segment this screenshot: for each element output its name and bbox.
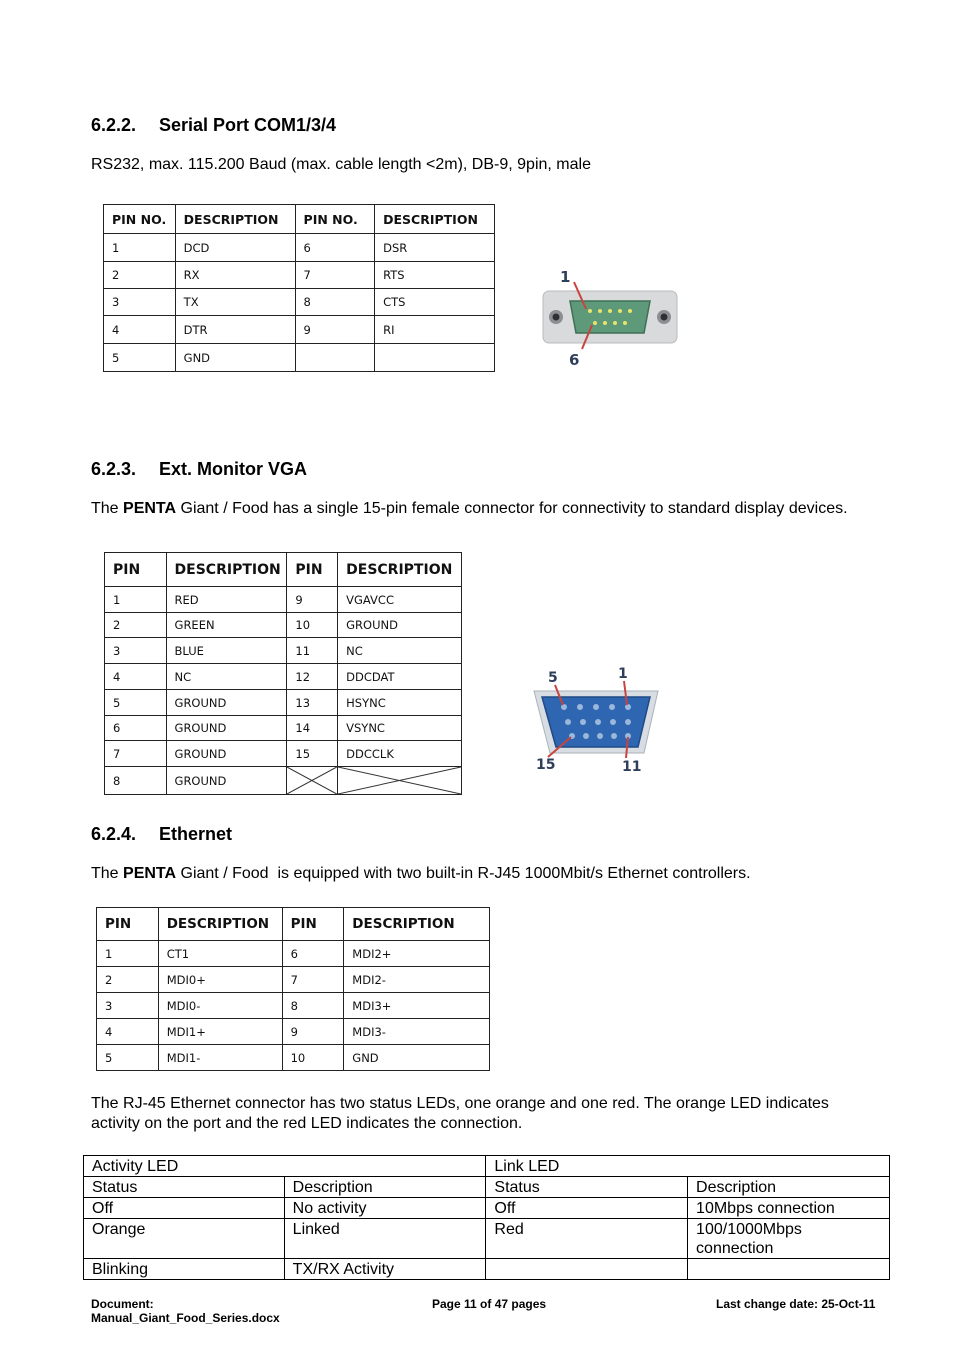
table-cell: MDI1- (158, 1045, 282, 1071)
table-cell: 7 (295, 262, 375, 289)
table-cell: NC (338, 638, 462, 664)
table-header: DESCRIPTION (338, 553, 462, 587)
footer-page-number: Page 11 of 47 pages (432, 1297, 547, 1311)
table-cell: Off (486, 1198, 688, 1219)
table-cell: GROUND (338, 613, 462, 638)
pin-label: 1 (560, 268, 571, 286)
footer-last-change: Last change date: 25-Oct-11 (716, 1297, 876, 1311)
table-row (104, 262, 495, 289)
table-cell: 6 (282, 941, 344, 967)
table-cell: HSYNC (338, 690, 462, 716)
table-cell: Red (486, 1219, 688, 1259)
serial-description: RS232, max. 115.200 Baud (max. cable length <2m), DB-9, 9pin, male (91, 156, 591, 173)
table-header: Status (84, 1177, 285, 1198)
pin-label: 6 (569, 351, 580, 369)
table-row (84, 1156, 890, 1177)
table-header: DESCRIPTION (375, 205, 495, 234)
text-run: Giant / Food is equipped with two built-in R-J45 1000Mbit/s Ethernet controllers. (176, 865, 751, 882)
footer-doc-label: Document: (91, 1297, 154, 1311)
table-cell: VSYNC (338, 716, 462, 741)
table-cell: 4 (105, 664, 167, 690)
section-number: 6.2.4. (91, 824, 137, 844)
table-cell: 5 (97, 1045, 159, 1071)
pin-label: 5 (548, 670, 558, 686)
table-cell: 6 (105, 716, 167, 741)
table-cell: 9 (287, 587, 338, 613)
table-header: PIN NO. (295, 205, 375, 234)
led-description: The RJ-45 Ethernet connector has two status LEDs, one orange and one red. The orange LED indicates activity on the port and the red LED indicates the connection. (91, 1095, 829, 1132)
table-cell: 6 (295, 234, 375, 262)
table-row (104, 316, 495, 344)
table-cell: Off (84, 1198, 285, 1219)
table-header: Link LED (486, 1156, 890, 1177)
section-title: Ext. Monitor VGA (159, 459, 307, 479)
section-number: 6.2.3. (91, 459, 137, 479)
db9-connector-icon (540, 265, 680, 370)
table-row (97, 941, 490, 967)
table-cell: 1 (105, 587, 167, 613)
table-cell: Orange (84, 1219, 285, 1259)
table-cell (688, 1259, 890, 1280)
table-row (84, 1198, 890, 1219)
vga-intro (91, 499, 881, 519)
section-title: Ethernet (159, 824, 233, 844)
table-cell: MDI0+ (158, 967, 282, 993)
vga-pin-table (104, 552, 462, 795)
table-cell: TX (175, 289, 295, 316)
table-cell: 4 (97, 1019, 159, 1045)
table-cell: BLUE (166, 638, 287, 664)
table-cell: GROUND (166, 767, 287, 795)
table-cell: 10Mbps connection (688, 1198, 890, 1219)
table-row (97, 967, 490, 993)
table-cell: 14 (287, 716, 338, 741)
brand-name: PENTA (123, 500, 177, 517)
table-cell: NC (166, 664, 287, 690)
table-cell: MDI3+ (344, 993, 490, 1019)
table-cell: 10 (282, 1045, 344, 1071)
table-row (104, 344, 495, 372)
table-cell: VGAVCC (338, 587, 462, 613)
table-row (97, 1045, 490, 1071)
table-cell: 13 (287, 690, 338, 716)
table-header: Status (486, 1177, 688, 1198)
footer-document (91, 1297, 280, 1325)
table-cell: DCD (175, 234, 295, 262)
table-cell: 5 (105, 690, 167, 716)
table-row (104, 234, 495, 262)
table-cell: GND (175, 344, 295, 372)
led-status-table (83, 1155, 890, 1280)
footer-doc-name: Manual_Giant_Food_Series.docx (91, 1311, 280, 1325)
table-cell: 100/1000Mbps connection (688, 1219, 890, 1259)
table-cell: Blinking (84, 1259, 285, 1280)
serial-pin-table (103, 204, 495, 372)
table-cell: TX/RX Activity (284, 1259, 486, 1280)
section-number: 6.2.2. (91, 115, 137, 135)
table-cell (375, 344, 495, 372)
table-cell: 10 (287, 613, 338, 638)
table-cell: 3 (105, 638, 167, 664)
table-cell: 2 (104, 262, 176, 289)
table-cell: 8 (282, 993, 344, 1019)
table-cell: CT1 (158, 941, 282, 967)
table-cell: CTS (375, 289, 495, 316)
table-cell: MDI0- (158, 993, 282, 1019)
table-cell: GREEN (166, 613, 287, 638)
table-row (105, 664, 462, 690)
table-header: Description (284, 1177, 486, 1198)
table-cell: Linked (284, 1219, 486, 1259)
section-heading-vga (91, 459, 307, 480)
table-row (84, 1177, 890, 1198)
table-header: PIN NO. (104, 205, 176, 234)
table-cell: DDCDAT (338, 664, 462, 690)
table-cell: 9 (282, 1019, 344, 1045)
section-title: Serial Port COM1/3/4 (159, 115, 337, 135)
table-row (105, 767, 462, 795)
table-row (105, 716, 462, 741)
table-row (84, 1219, 890, 1259)
crossed-cell (287, 767, 338, 795)
vga-connector-icon (528, 665, 668, 777)
table-cell: 1 (104, 234, 176, 262)
ethernet-pin-table (96, 907, 490, 1071)
table-header: DESCRIPTION (344, 908, 490, 941)
text-run: The (91, 500, 124, 517)
table-cell: 7 (282, 967, 344, 993)
table-cell: 4 (104, 316, 176, 344)
table-row (97, 1019, 490, 1045)
table-header: PIN (97, 908, 159, 941)
table-header: PIN (282, 908, 344, 941)
table-cell: 2 (97, 967, 159, 993)
table-row (105, 690, 462, 716)
table-row (104, 289, 495, 316)
table-cell: 11 (287, 638, 338, 664)
table-header: DESCRIPTION (166, 553, 287, 587)
table-cell: MDI2- (344, 967, 490, 993)
table-cell: DTR (175, 316, 295, 344)
table-cell: GROUND (166, 716, 287, 741)
section-heading-serial (91, 115, 336, 136)
table-cell: 3 (97, 993, 159, 1019)
pin-label: 1 (618, 666, 628, 682)
table-row (105, 613, 462, 638)
brand-name: PENTA (123, 865, 177, 882)
text-run: Giant / Food has a single 15-pin female connector for connectivity to standard display devices. (176, 500, 848, 517)
table-cell (486, 1259, 688, 1280)
ethernet-intro (91, 864, 751, 884)
table-cell: GND (344, 1045, 490, 1071)
table-header: PIN (105, 553, 167, 587)
table-row (84, 1259, 890, 1280)
table-cell: 5 (104, 344, 176, 372)
table-cell: 7 (105, 741, 167, 767)
pin-label: 11 (622, 759, 642, 775)
table-cell (295, 344, 375, 372)
table-row (105, 741, 462, 767)
table-cell: GROUND (166, 741, 287, 767)
table-cell: GROUND (166, 690, 287, 716)
section-heading-ethernet (91, 824, 232, 845)
crossed-cell (338, 767, 462, 795)
table-header: Description (688, 1177, 890, 1198)
table-cell: No activity (284, 1198, 486, 1219)
pin-label: 15 (536, 757, 556, 773)
table-cell: 15 (287, 741, 338, 767)
table-cell: DSR (375, 234, 495, 262)
table-cell: 1 (97, 941, 159, 967)
table-row (105, 638, 462, 664)
table-cell: DDCCLK (338, 741, 462, 767)
table-header: DESCRIPTION (158, 908, 282, 941)
table-header: DESCRIPTION (175, 205, 295, 234)
table-row (105, 587, 462, 613)
table-cell: 3 (104, 289, 176, 316)
table-cell: MDI3- (344, 1019, 490, 1045)
table-cell: 2 (105, 613, 167, 638)
table-cell: 8 (105, 767, 167, 795)
text-run: The (91, 865, 124, 882)
table-cell: MDI2+ (344, 941, 490, 967)
table-cell: RX (175, 262, 295, 289)
table-cell: 8 (295, 289, 375, 316)
table-cell: RED (166, 587, 287, 613)
table-cell: 12 (287, 664, 338, 690)
table-header: PIN (287, 553, 338, 587)
table-cell: RI (375, 316, 495, 344)
table-row (97, 993, 490, 1019)
table-cell: RTS (375, 262, 495, 289)
table-cell: MDI1+ (158, 1019, 282, 1045)
table-header: Activity LED (84, 1156, 486, 1177)
table-cell: 9 (295, 316, 375, 344)
